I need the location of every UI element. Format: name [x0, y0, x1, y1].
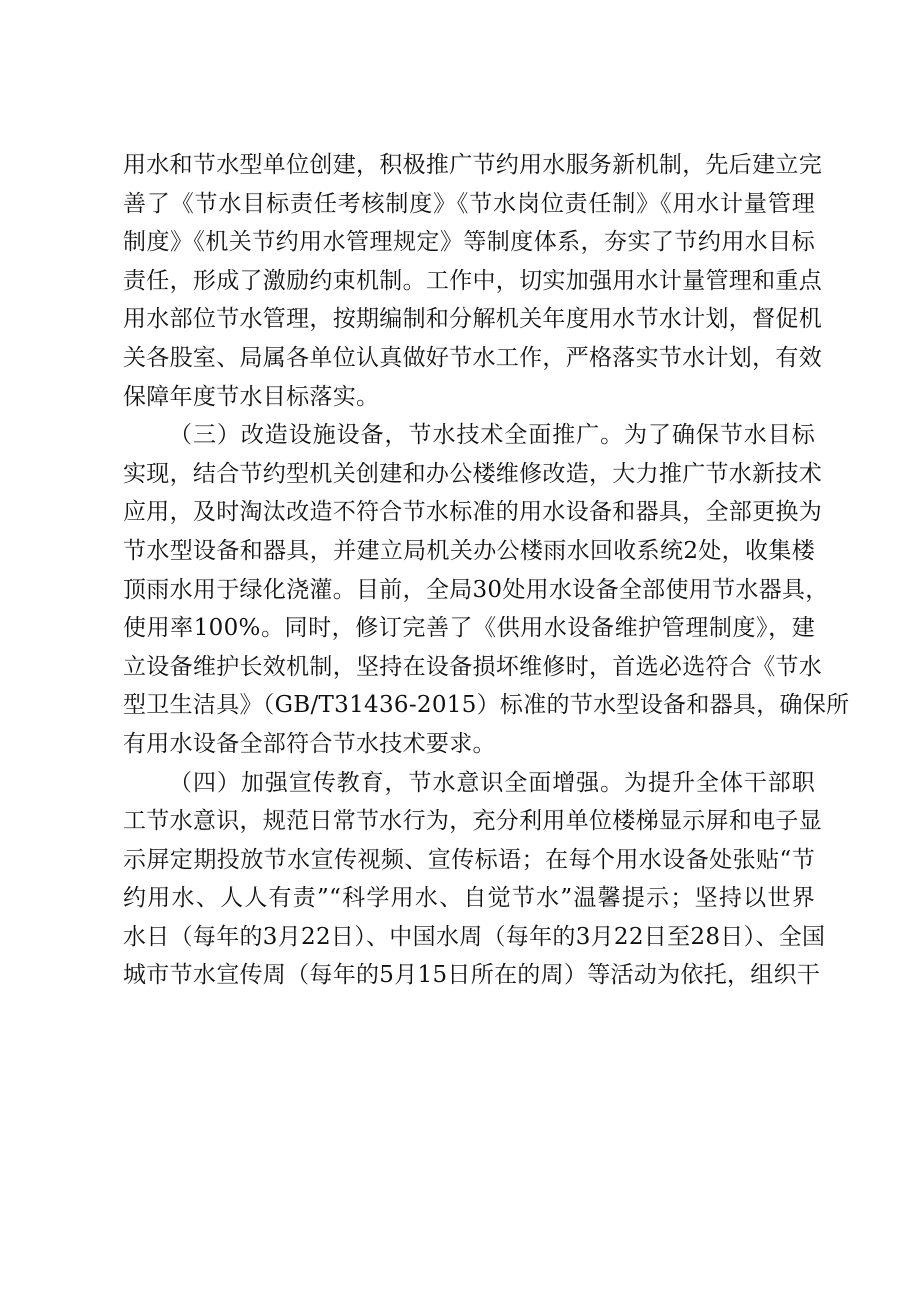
- paragraph-line: 制度》《机关节约用水管理规定》等制度体系，夯实了节约用水目标: [123, 229, 815, 256]
- paragraph-line: 水日（每年的3月22日）、中国水周（每年的3月22日至28日）、全国: [123, 923, 826, 950]
- document-body: [123, 146, 850, 995]
- paragraph-line: 示屏定期投放节水宣传视频、宣传标语；在每个用水设备处张贴“节: [123, 846, 815, 873]
- paragraph-line: 型卫生洁具》（GB/T31436-2015）标准的节水型设备和器具，确保所: [123, 692, 850, 719]
- paragraph-line: 责任，形成了激励约束机制。工作中，切实加强用水计量管理和重点: [123, 267, 822, 294]
- section-heading-line: （三）改造设施设备，节水技术全面推广。为了确保节水目标: [169, 422, 815, 449]
- paragraph-line: 顶雨水用于绿化浇灌。目前，全局30处用水设备全部使用节水器具，: [123, 576, 829, 603]
- paragraph-line: 用水和节水型单位创建，积极推广节约用水服务新机制，先后建立完: [123, 152, 822, 178]
- paragraph-line: 有用水设备全部符合节水技术要求。: [123, 730, 496, 757]
- paragraph-line: 实现，结合节约型机关创建和办公楼维修改造，大力推广节水新技术: [123, 460, 822, 487]
- paragraph-line: 立设备维护长效机制，坚持在设备损坏维修时，首选必选符合《节水: [123, 653, 822, 680]
- paragraph-line: 城市节水宣传周（每年的5月15日所在的周）等活动为依托，组织干: [123, 962, 821, 989]
- paragraph-line: 节水型设备和器具，并建立局机关办公楼雨水回收系统2处，收集楼: [123, 537, 815, 564]
- paragraph-line: 用水部位节水管理，按期编制和分解机关年度用水节水计划，督促机: [123, 306, 822, 333]
- section-heading-line: （四）加强宣传教育，节水意识全面增强。为提升全体干部职: [169, 769, 815, 796]
- paragraph-line: 约用水、人人有责”“科学用水、自觉节水”温馨提示；坚持以世界: [123, 885, 815, 912]
- paragraph-line: 保障年度节水目标落实。: [123, 383, 380, 410]
- paragraph-line: 应用，及时淘汰改造不符合节水标准的用水设备和器具，全部更换为: [123, 499, 822, 526]
- paragraph-line: 工节水意识，规范日常节水行为，充分利用单位楼梯显示屏和电子显: [123, 808, 822, 835]
- paragraph-line: 善了《节水目标责任考核制度》《节水岗位责任制》《用水计量管理: [123, 190, 815, 217]
- paragraph-line: 使用率100%。同时，修订完善了《供用水设备维护管理制度》，建: [123, 615, 815, 642]
- paragraph-line: 关各股室、局属各单位认真做好节水工作，严格落实节水计划，有效: [123, 344, 822, 371]
